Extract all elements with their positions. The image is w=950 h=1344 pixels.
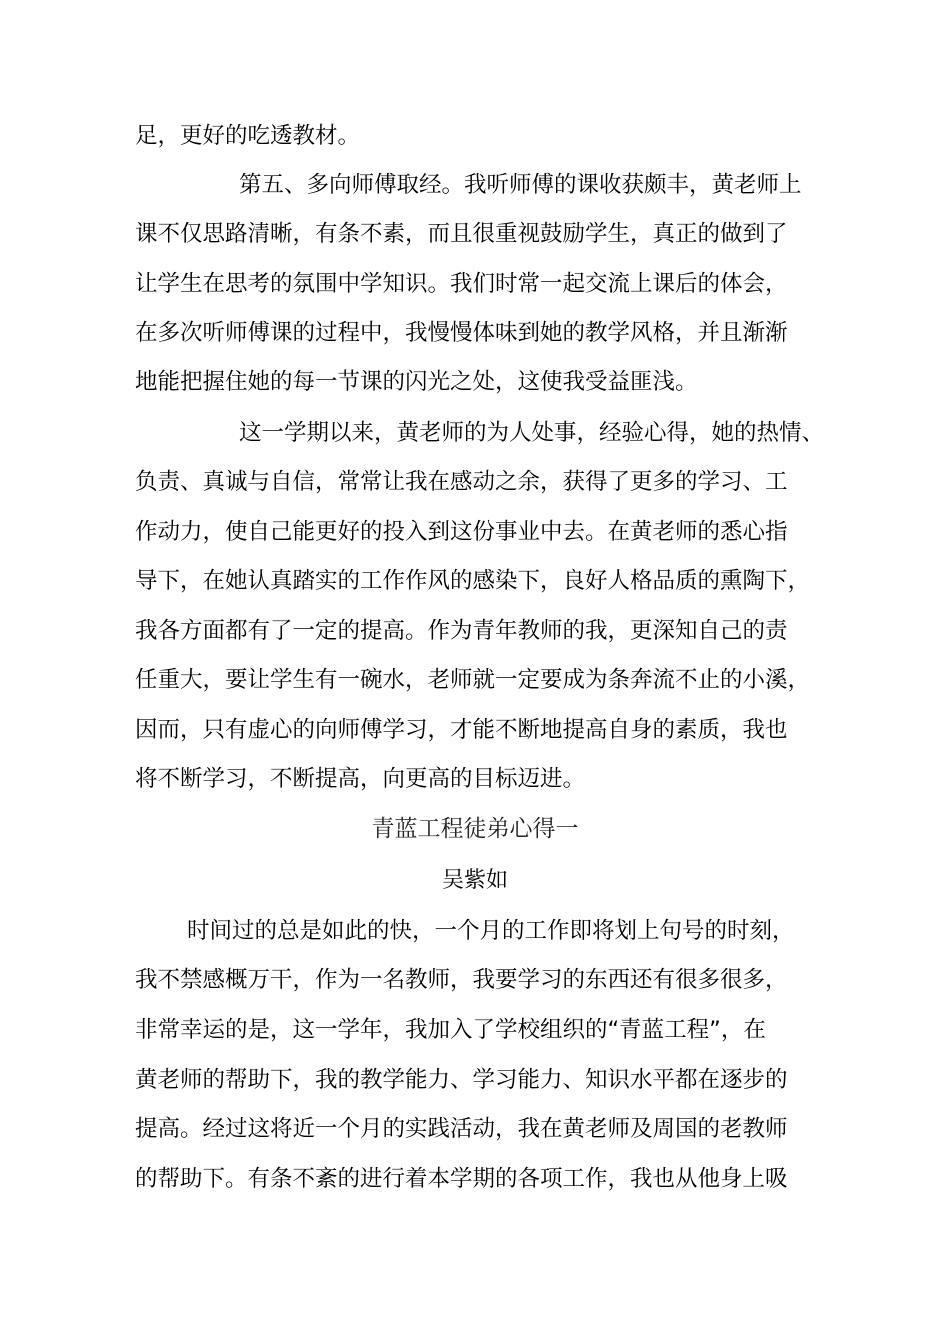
paragraph-line: 作动力，使自己能更好的投入到这份事业中去。在黄老师的悉心指	[135, 519, 788, 545]
paragraph-line: 让学生在思考的氛围中学知识。我们时常一起交流上课后的体会，	[135, 271, 788, 297]
paragraph-line: 课不仅思路清晰，有条不素，而且很重视鼓励学生，真正的做到了	[135, 221, 788, 247]
paragraph-line: 负责、真诚与自信，常常让我在感动之余，获得了更多的学习、工	[135, 469, 788, 495]
paragraph-line: 我不禁感概万干，作为一名教师，我要学习的东西还有很多很多，	[135, 967, 788, 993]
paragraph-line: 这一学期以来，黄老师的为人处事，经验心得，她的热情、	[239, 420, 825, 446]
paragraph-line: 在多次听师傅课的过程中，我慢慢体味到她的教学风格，并且渐渐	[135, 320, 788, 346]
paragraph-line: 的帮助下。有条不紊的进行着本学期的各项工作，我也从他身上吸	[135, 1166, 788, 1192]
paragraph-line: 因而，只有虚心的向师傅学习，才能不断地提高自身的素质，我也	[135, 717, 788, 743]
paragraph-line: 足，更好的吃透教材。	[135, 123, 361, 149]
paragraph-line: 任重大，要让学生有一碗水，老师就一定要成为条奔流不止的小溪，	[135, 667, 811, 693]
paragraph-line: 时间过的总是如此的快，一个月的工作即将划上句号的时刻，	[187, 918, 795, 944]
paragraph-line: 地能把握住她的每一节课的闪光之处，这使我受益匪浅。	[135, 369, 698, 395]
article-author: 吴紫如	[441, 868, 508, 893]
paragraph-line: 将不断学习，不断提高，向更高的目标迈进。	[135, 766, 586, 792]
paragraph-line: 非常幸运的是，这一学年，我加入了学校组织的“青蓝工程”，在	[135, 1017, 766, 1043]
paragraph-line: 提高。经过这将近一个月的实践活动，我在黄老师及周国的老教师	[135, 1116, 788, 1142]
article-title: 青蓝工程徒弟心得一	[371, 816, 579, 842]
paragraph-line: 导下，在她认真踏实的工作作风的感染下，良好人格品质的熏陶下，	[135, 568, 811, 594]
paragraph-line: 第五、多向师傅取经。我听师傅的课收获颇丰，黄老师上	[239, 172, 802, 198]
paragraph-line: 我各方面都有了一定的提高。作为青年教师的我，更深知自己的责	[135, 618, 788, 644]
paragraph-line: 黄老师的帮助下，我的教学能力、学习能力、知识水平都在逐步的	[135, 1067, 788, 1093]
